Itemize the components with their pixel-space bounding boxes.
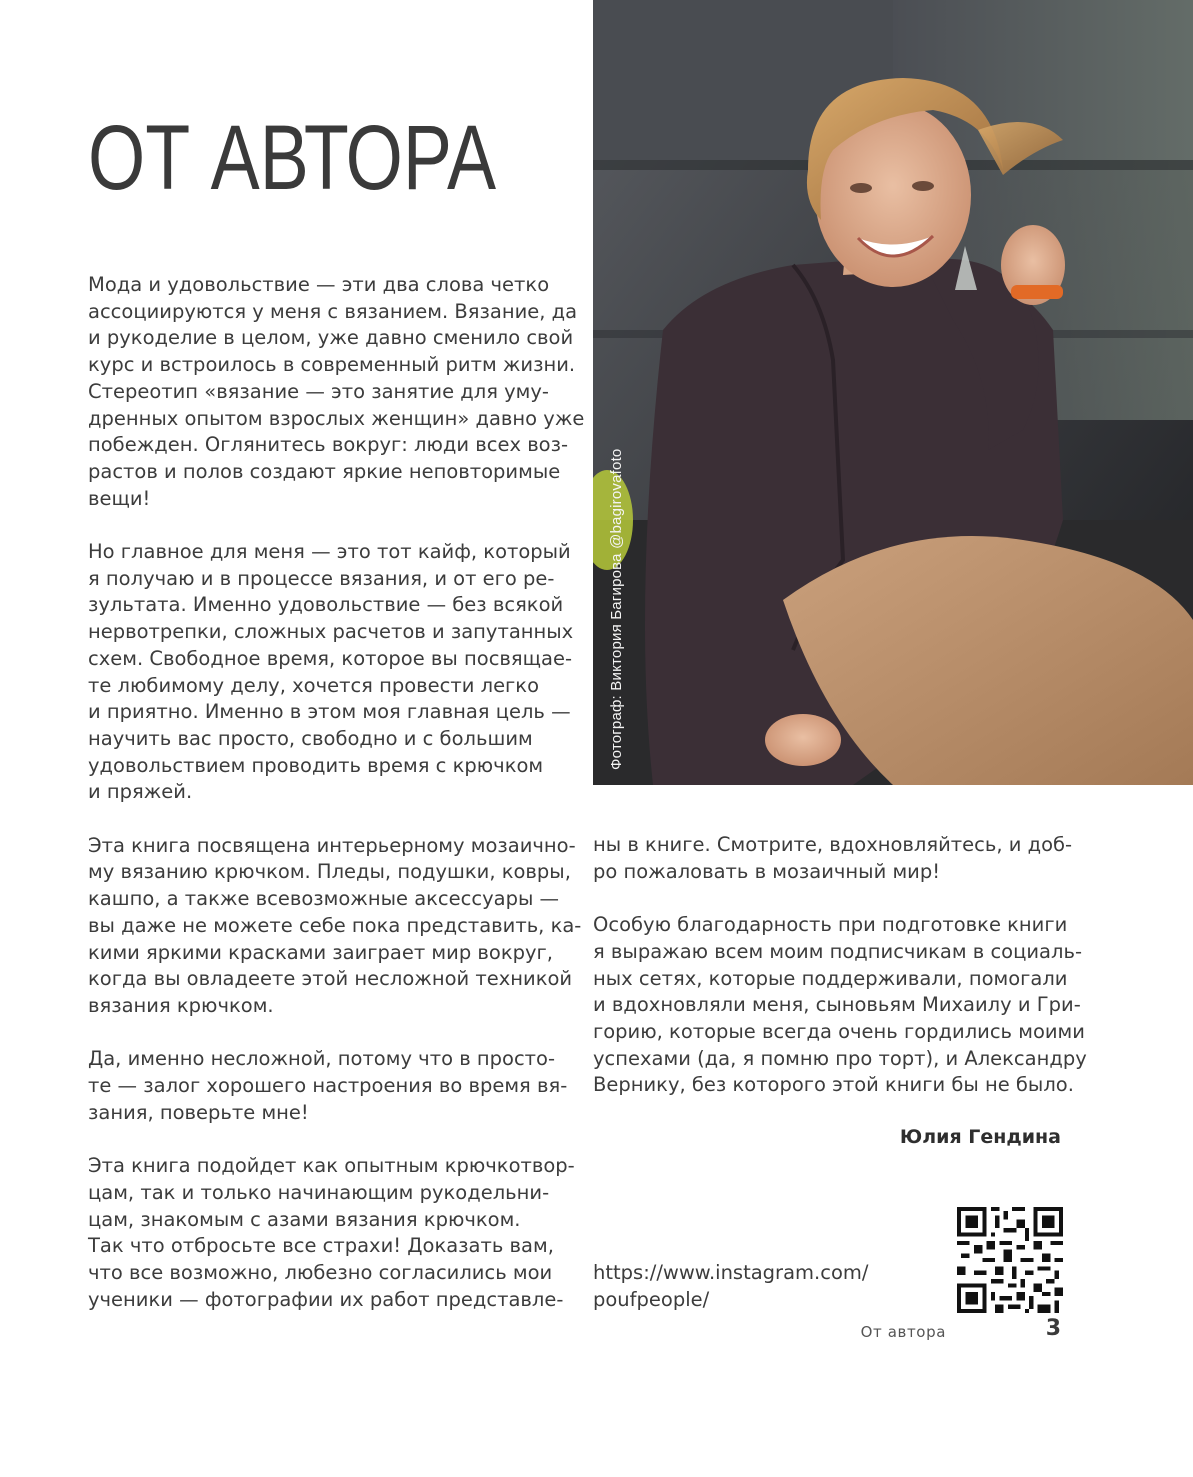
- text-line: вещи!: [88, 486, 151, 510]
- right-text-column: [593, 832, 1087, 1099]
- text-line: Так что отбросьте все страхи! Доказать вам,: [88, 1234, 554, 1258]
- text-line: Да, именно несложной, потому что в просто-: [88, 1047, 555, 1071]
- text-line: удовольствием проводить время с крючком: [88, 753, 544, 777]
- footer-section-title: От автора: [860, 1323, 946, 1341]
- paragraph: [88, 1153, 575, 1313]
- link-line: https://www.instagram.com/: [593, 1261, 869, 1284]
- text-line: цам, знакомым с азами вязания крючком.: [88, 1207, 521, 1231]
- instagram-link[interactable]: [593, 1260, 868, 1313]
- text-line: вязания крючком.: [88, 993, 274, 1017]
- text-line: я получаю и в процессе вязания, и от его ре-: [88, 566, 555, 590]
- text-line: ассоциируются у меня с вязанием. Вязание, да: [88, 299, 578, 323]
- text-line: зультата. Именно удовольствие — без всякой: [88, 593, 564, 617]
- text-line: и вдохновляли меня, сыновьям Михаилу и Гри-: [593, 993, 1081, 1017]
- text-line: горию, которые всегда очень гордились моими: [593, 1019, 1085, 1043]
- text-line: побежден. Оглянитесь вокруг: люди всех воз-: [88, 433, 569, 457]
- left-text-column: [88, 272, 585, 1313]
- text-line: Мода и удовольствие — эти два слова четко: [88, 273, 550, 296]
- paragraph: [593, 832, 1073, 885]
- text-line: и приятно. Именно в этом моя главная цель —: [88, 700, 571, 724]
- qr-code-icon[interactable]: [957, 1207, 1063, 1313]
- text-line: когда вы овладеете этой несложной техникой: [88, 967, 573, 991]
- text-line: Стереотип «вязание — это занятие для уму-: [88, 379, 549, 403]
- text-line: нервотрепки, сложных расчетов и запутанных: [88, 620, 574, 644]
- text-line: ученики — фотографии их работ представле-: [88, 1287, 564, 1311]
- paragraph: [88, 272, 585, 512]
- paragraph: [88, 1046, 568, 1126]
- text-line: успехами (да, я помню про торт), и Александру: [593, 1046, 1087, 1070]
- text-line: те любимому делу, хочется провести легко: [88, 673, 540, 697]
- author-photo-illustration: [593, 0, 1193, 785]
- link-line: poufpeople/: [593, 1287, 710, 1311]
- text-line: Эта книга подойдет как опытным крючкотвор-: [88, 1154, 575, 1178]
- text-line: Вернику, без которого этой книги бы не было.: [593, 1073, 1074, 1097]
- text-line: и рукоделие в целом, уже давно сменило свой: [88, 326, 574, 350]
- text-line: кашпо, а также всевозможные аксессуары —: [88, 887, 560, 911]
- text-line: цам, так и только начинающим рукодельни-: [88, 1180, 550, 1204]
- text-line: схем. Свободное время, которое вы посвящае-: [88, 646, 572, 670]
- text-line: ны в книге. Смотрите, вдохновляйтесь, и доб-: [593, 833, 1073, 856]
- text-line: курс и встроилось в современный ритм жизни.: [88, 353, 576, 377]
- text-line: Но главное для меня — это тот кайф, который: [88, 540, 571, 564]
- text-line: и пряжей.: [88, 780, 193, 804]
- text-line: растов и полов создают яркие неповторимые: [88, 459, 561, 483]
- text-line: му вязанию крючком. Пледы, подушки, ковры,: [88, 860, 571, 884]
- text-line: ро пожаловать в мозаичный мир!: [593, 859, 941, 883]
- author-signature: Юлия Гендина: [899, 1126, 1061, 1148]
- photo-credit: Фотограф: Виктория Багирова @bagirovafoto: [608, 448, 625, 770]
- text-line: кими яркими красками заиграет мир вокруг,: [88, 940, 553, 964]
- text-line: я выражаю всем моим подписчикам в социаль-: [593, 939, 1082, 963]
- author-photo: [593, 0, 1193, 785]
- page-title: ОТ АВТОРА: [88, 107, 497, 209]
- paragraph: [593, 912, 1087, 1099]
- text-line: дренных опытом взрослых женщин» давно уже: [88, 406, 585, 430]
- text-line: Особую благодарность при подготовке книги: [593, 913, 1068, 937]
- paragraph: [88, 539, 574, 806]
- page-number: 3: [1045, 1316, 1061, 1341]
- text-line: ных сетях, которые поддерживали, помогали: [593, 966, 1068, 990]
- text-line: зания, поверьте мне!: [88, 1100, 309, 1124]
- text-line: те — залог хорошего настроения во время вя-: [88, 1074, 568, 1098]
- paragraph: [88, 833, 582, 1020]
- text-line: что все возможно, любезно согласились мои: [88, 1260, 553, 1284]
- text-line: научить вас просто, свободно и с большим: [88, 726, 533, 750]
- text-line: Эта книга посвящена интерьерному мозаично-: [88, 833, 576, 857]
- text-line: вы даже не можете себе пока представить, ка-: [88, 913, 582, 937]
